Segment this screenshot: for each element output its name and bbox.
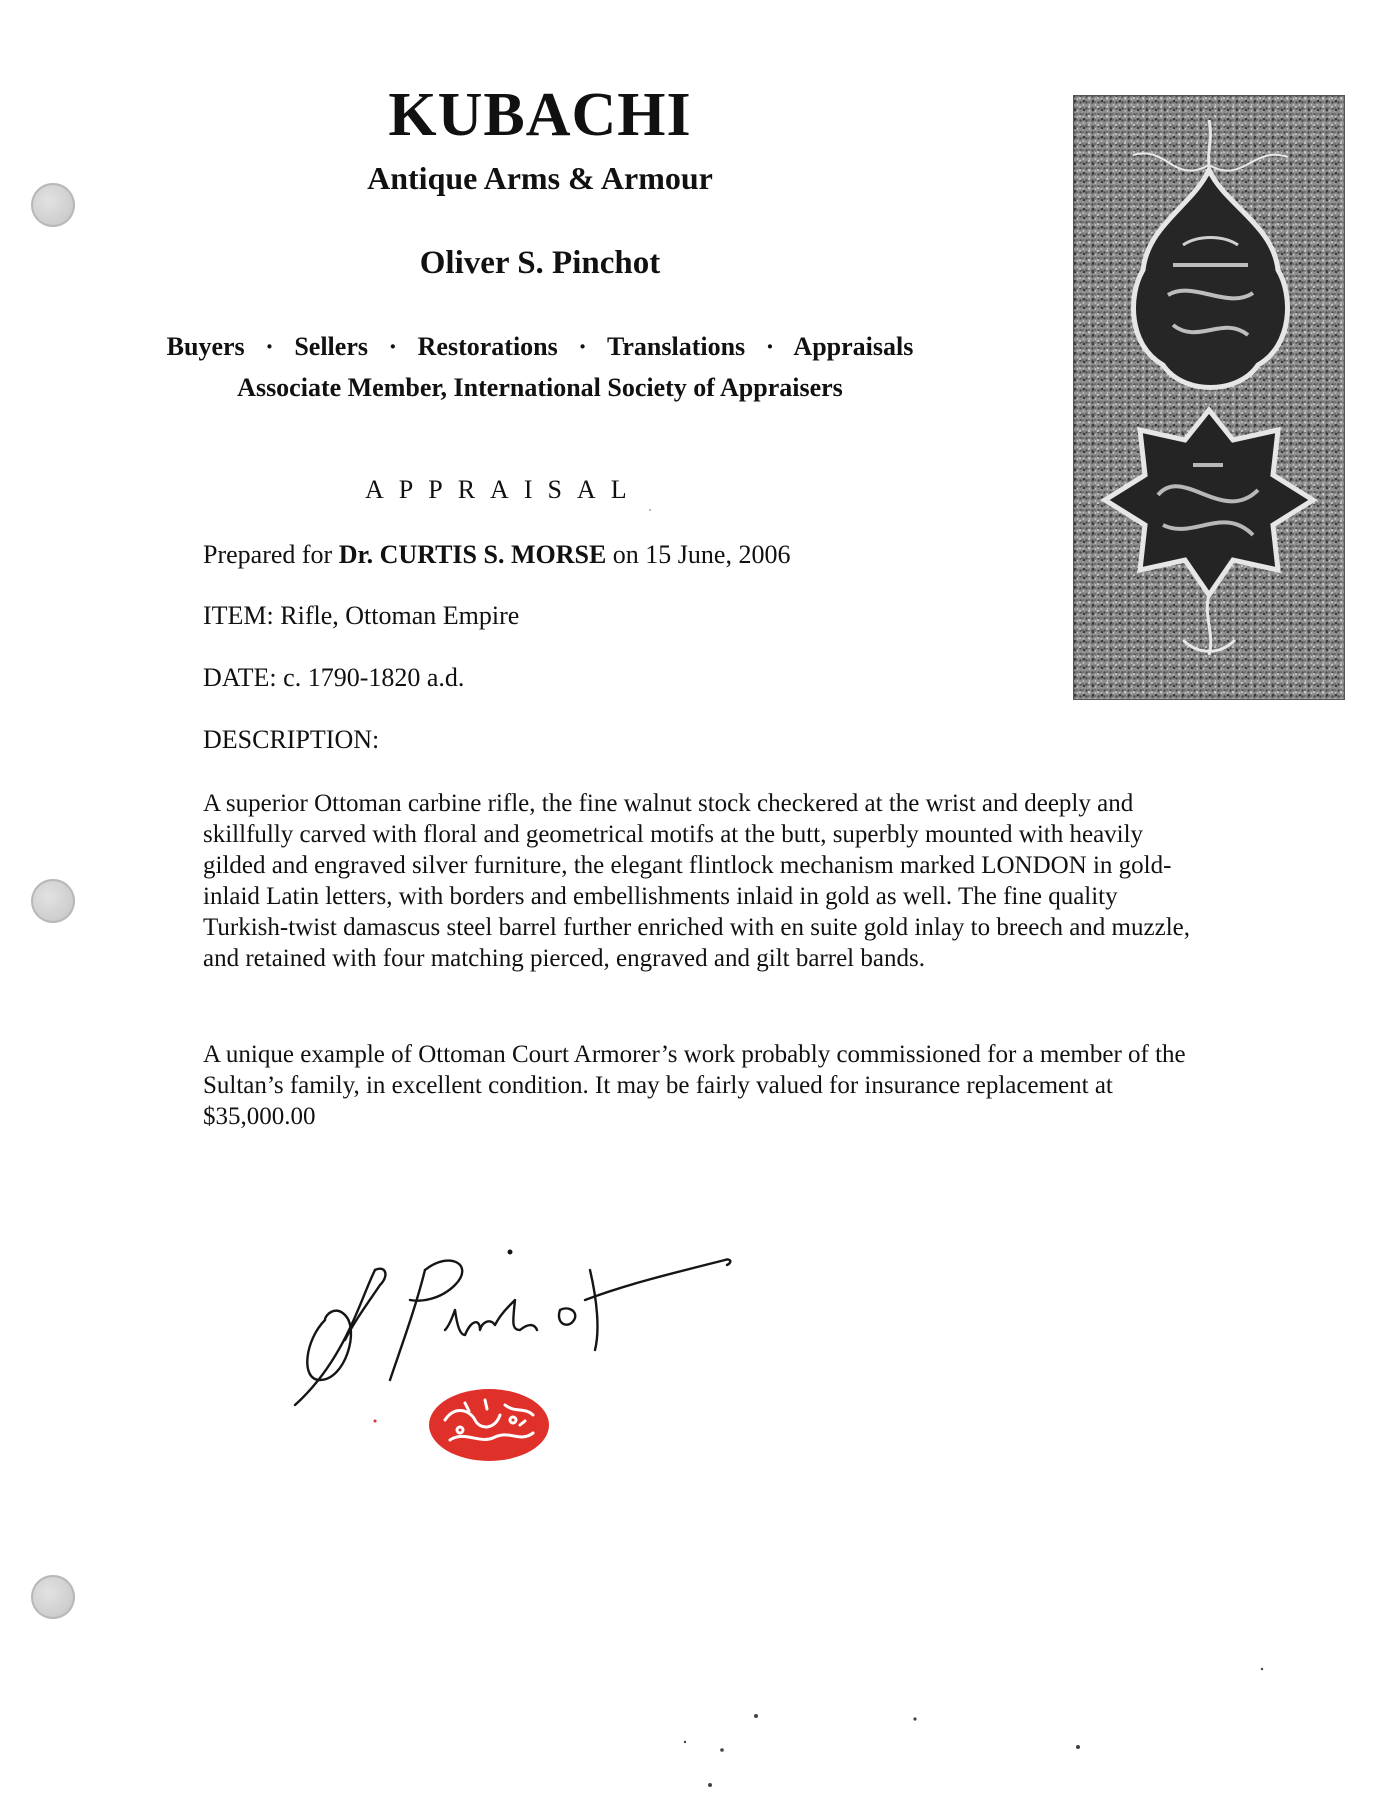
- handwritten-signature: [285, 1230, 735, 1410]
- punch-hole: [31, 1575, 75, 1619]
- description-paragraph: A superior Ottoman carbine rifle, the fine walnut stock checkered at the wrist and deeply and skillfully carved with floral and geometrical motifs at the butt, superbly mounted with heavily gilded and engraved silver furniture, the elegant flintlock mechanism marked LONDON in gold-inlaid Latin letters, with borders and embellishments inlaid in gold as well. The fine quality Turkish-twist damascus steel barrel further enriched with en suite gold inlay to breech and muzzle, and retained with four matching pierced, engraved and gilt barrel bands.: [203, 790, 1190, 972]
- service-item: Buyers: [166, 332, 245, 361]
- item-line: ITEM: Rifle, Ottoman Empire: [203, 601, 520, 630]
- brand-name: KUBACHI: [388, 81, 692, 149]
- client-name: Dr. CURTIS S. MORSE: [338, 540, 607, 569]
- prepared-for-line: [203, 540, 790, 570]
- prepared-prefix: Prepared for: [203, 540, 333, 569]
- services-line: [100, 332, 980, 362]
- service-item: Translations: [606, 332, 746, 361]
- separator: ·: [765, 332, 775, 361]
- prepared-date: on 15 June, 2006: [612, 540, 791, 569]
- separator: ·: [265, 332, 274, 361]
- punch-hole: [31, 183, 75, 227]
- separator: ·: [578, 332, 587, 361]
- service-item: Restorations: [417, 332, 558, 361]
- brand-tagline: Antique Arms & Armour: [367, 160, 713, 196]
- engraved-ornament-image: [1073, 95, 1345, 700]
- valuation-paragraph: A unique example of Ottoman Court Armorer’s work probably commissioned for a member of the Sultan’s family, in excellent condition. It may be fairly valued for insurance replacement at $35,000.00: [203, 1041, 1186, 1130]
- service-item: Sellers: [294, 332, 368, 361]
- date-line: DATE: c. 1790-1820 a.d.: [203, 663, 465, 692]
- service-item: Appraisals: [793, 332, 914, 361]
- description-label: DESCRIPTION:: [203, 725, 380, 754]
- red-seal-stamp: [425, 1385, 553, 1465]
- document-heading: APPRAISAL: [365, 475, 642, 504]
- owner-name: Oliver S. Pinchot: [419, 245, 661, 281]
- separator: ·: [388, 332, 398, 361]
- punch-hole: [31, 879, 75, 923]
- membership-line: Associate Member, International Society of Appraisers: [237, 373, 843, 402]
